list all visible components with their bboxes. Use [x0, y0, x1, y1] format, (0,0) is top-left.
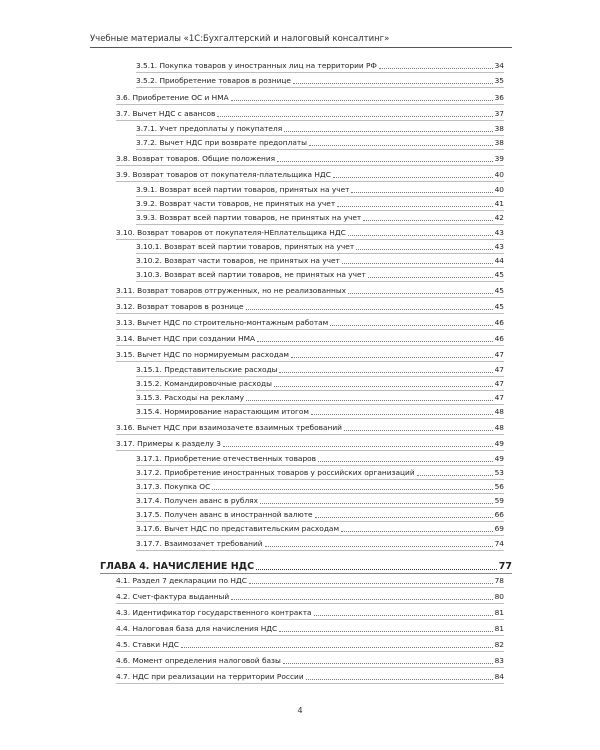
dot-leader	[368, 277, 493, 278]
toc-entry-page: 42	[494, 213, 504, 222]
toc-entry-page: 36	[494, 93, 504, 102]
toc-entry-page: 48	[494, 407, 504, 416]
toc-entry	[136, 62, 504, 73]
toc-entry	[136, 186, 504, 197]
toc-entry-page: 49	[494, 439, 504, 448]
dot-leader	[348, 235, 493, 236]
toc-entry-title: 3.17.1. Приобретение отечественных товаров	[136, 454, 317, 463]
dot-leader	[318, 461, 493, 462]
toc-entry-page: 44	[494, 256, 504, 265]
toc-entry-page: 47	[494, 393, 504, 402]
toc-entry-title: 3.17.5. Получен аванс в иностранной валюте	[136, 510, 313, 519]
toc-entry	[116, 229, 504, 240]
toc-entry	[136, 380, 504, 391]
running-header: Учебные материалы «1С:Бухгалтерский и налоговый консалтинг»	[90, 34, 390, 44]
toc-entry-page: 38	[494, 124, 504, 133]
toc-entry-page: 35	[494, 76, 504, 85]
dot-leader	[311, 414, 493, 415]
toc-entry-title: 4.3. Идентификатор государственного контракта	[116, 608, 312, 617]
toc-entry	[136, 271, 504, 282]
toc-entry-page: 49	[494, 454, 504, 463]
dot-leader	[344, 430, 493, 431]
toc-entry-title: 4.5. Ставки НДС	[116, 640, 179, 649]
dot-leader	[279, 372, 492, 373]
toc-entry-page: 78	[494, 576, 504, 585]
toc-entry-title: 3.17.4. Получен аванс в рублях	[136, 496, 259, 505]
toc-entry-title: 4.6. Момент определения налоговой базы	[116, 656, 281, 665]
dot-leader	[315, 517, 493, 518]
dot-leader	[217, 116, 492, 117]
toc-entry-title: 3.5.1. Покупка товаров у иностранных лиц на территории РФ	[136, 61, 377, 70]
toc-entry-page: 37	[494, 109, 504, 118]
dot-leader	[283, 663, 493, 664]
dot-leader	[293, 83, 493, 84]
toc-entry-page: 81	[494, 624, 504, 633]
toc-entry-title: 3.15.1. Представительские расходы	[136, 365, 278, 374]
toc-entry	[136, 243, 504, 254]
toc-entry-title: 3.10.2. Возврат части товаров, не принятых на учет	[136, 256, 340, 265]
toc-entry	[136, 525, 504, 536]
toc-entry-page: 74	[494, 539, 504, 548]
toc-entry-title: 3.11. Возврат товаров отгруженных, но не реализованных	[116, 286, 347, 295]
toc-entry-title: 4.2. Счет-фактура выданный	[116, 592, 230, 601]
toc-entry-title: 4.1. Раздел 7 декларации по НДС	[116, 576, 247, 585]
dot-leader	[284, 131, 492, 132]
dot-leader	[260, 503, 493, 504]
toc-entry-title: 3.17.3. Покупка ОС	[136, 482, 211, 491]
toc-entry-page: 66	[494, 510, 504, 519]
toc-entry	[116, 625, 504, 636]
dot-leader	[231, 100, 493, 101]
dot-leader	[341, 531, 493, 532]
dot-leader	[342, 263, 493, 264]
toc-entry	[116, 440, 504, 451]
toc-entry	[116, 609, 504, 620]
dot-leader	[246, 400, 493, 401]
dot-leader	[212, 489, 492, 490]
toc-entry-title: 3.14. Вычет НДС при создании НМА	[116, 334, 256, 343]
toc-entry-page: 46	[494, 334, 504, 343]
toc-entry-page: 40	[494, 170, 504, 179]
toc-entry	[136, 77, 504, 88]
toc-entry	[136, 366, 504, 377]
toc-entry-title: 3.9. Возврат товаров от покупателя-плательщика НДС	[116, 170, 331, 179]
toc-entry-page: 77	[498, 561, 512, 572]
toc-entry-title: 4.7. НДС при реализации на территории России	[116, 672, 304, 681]
toc-entry-page: 80	[494, 592, 504, 601]
toc-entry	[116, 673, 504, 684]
toc-entry	[136, 394, 504, 405]
toc-entry	[136, 257, 504, 268]
dot-leader	[231, 599, 492, 600]
toc-entry	[116, 319, 504, 330]
toc-entry	[136, 497, 504, 508]
dot-leader	[348, 293, 493, 294]
toc-entry	[116, 303, 504, 314]
toc-entry	[136, 511, 504, 522]
toc-entry-page: 48	[494, 423, 504, 432]
toc-entry-page: 82	[494, 640, 504, 649]
toc-entry-title: 3.10.1. Возврат всей партии товаров, принятых на учет	[136, 242, 355, 251]
dot-leader	[351, 192, 492, 193]
toc-entry-title: 3.9.3. Возврат всей партии товаров, не принятых на учет	[136, 213, 362, 222]
dot-leader	[223, 446, 493, 447]
toc-entry-title: 3.7.2. Вычет НДС при возврате предоплаты	[136, 138, 308, 147]
toc-entry	[116, 593, 504, 604]
toc-entry-page: 45	[494, 270, 504, 279]
toc-entry-page: 45	[494, 302, 504, 311]
dot-leader	[274, 386, 493, 387]
toc-entry-title: 3.7.1. Учет предоплаты у покупателя	[136, 124, 283, 133]
toc-entry-title: 3.7. Вычет НДС с авансов	[116, 109, 216, 118]
toc-entry-page: 43	[494, 228, 504, 237]
toc-entry-title: 3.10. Возврат товаров от покупателя-НЕплательщика НДС	[116, 228, 346, 237]
toc-entry-page: 43	[494, 242, 504, 251]
toc-entry	[136, 200, 504, 211]
dot-leader	[314, 615, 493, 616]
dot-leader	[256, 569, 497, 570]
toc-entry	[116, 424, 504, 435]
dot-leader	[246, 309, 493, 310]
toc-entry-title: 3.8. Возврат товаров. Общие положения	[116, 154, 276, 163]
dot-leader	[257, 341, 493, 342]
dot-leader	[181, 647, 493, 648]
toc-entry	[136, 469, 504, 480]
toc-entry	[116, 110, 504, 121]
dot-leader	[356, 249, 492, 250]
toc-entry-title: 3.9.2. Возврат части товаров, не принятых на учет	[136, 199, 336, 208]
toc-entry-title: 3.17.6. Вычет НДС по представительским расходам	[136, 524, 340, 533]
dot-leader	[333, 177, 493, 178]
toc-entry	[136, 408, 504, 419]
toc-chapter-entry	[100, 560, 512, 574]
toc-entry	[136, 139, 504, 150]
toc-entry-title: 3.6. Приобретение ОС и НМА	[116, 93, 229, 102]
dot-leader	[249, 583, 493, 584]
toc-entry-title: 3.5.2. Приобретение товаров в рознице	[136, 76, 291, 85]
toc-entry-page: 40	[494, 185, 504, 194]
dot-leader	[330, 325, 492, 326]
toc-entry-title: 3.10.3. Возврат всей партии товаров, не принятых на учет	[136, 270, 366, 279]
dot-leader	[291, 357, 493, 358]
toc-entry-page: 69	[494, 524, 504, 533]
toc-entry-title: 3.15.4. Нормирование нарастающим итогом	[136, 407, 309, 416]
toc-entry-title: 3.17.7. Взаимозачет требований	[136, 539, 263, 548]
toc-entry-page: 59	[494, 496, 504, 505]
toc-entry-page: 84	[494, 672, 504, 681]
toc-entry-page: 53	[494, 468, 504, 477]
toc-entry-page: 81	[494, 608, 504, 617]
toc-entry	[116, 335, 504, 346]
toc-entry-title: 3.17. Примеры к разделу 3	[116, 439, 221, 448]
toc-entry-title: 3.15.3. Расходы на рекламу	[136, 393, 245, 402]
toc-entry	[136, 455, 504, 466]
toc-entry	[116, 171, 504, 182]
toc-entry	[136, 214, 504, 225]
toc-entry	[136, 540, 504, 551]
toc-entry-page: 46	[494, 318, 504, 327]
toc-entry	[116, 287, 504, 298]
toc-entry-title: 4.4. Налоговая база для начисления НДС	[116, 624, 278, 633]
toc-entry	[116, 155, 504, 166]
page-number: 4	[297, 706, 303, 715]
toc-entry-page: 38	[494, 138, 504, 147]
dot-leader	[265, 546, 493, 547]
toc-entry-title: 3.15. Вычет НДС по нормируемым расходам	[116, 350, 289, 359]
toc-entry-title: 3.13. Вычет НДС по строительно-монтажным работам	[116, 318, 329, 327]
toc-entry-page: 47	[494, 350, 504, 359]
toc-entry	[136, 125, 504, 136]
toc-entry-page: 34	[494, 61, 504, 70]
toc-entry-title: ГЛАВА 4. НАЧИСЛЕНИЕ НДС	[100, 562, 255, 572]
toc-entry-page: 45	[494, 286, 504, 295]
toc-entry	[116, 577, 504, 588]
toc-entry-title: 3.9.1. Возврат всей партии товаров, принятых на учет	[136, 185, 350, 194]
dot-leader	[309, 145, 493, 146]
dot-leader	[337, 206, 492, 207]
toc-entry	[116, 351, 504, 362]
toc-entry-title: 3.12. Возврат товаров в рознице	[116, 302, 244, 311]
toc-entry-page: 47	[494, 365, 504, 374]
toc-entry-page: 56	[494, 482, 504, 491]
toc-entry	[116, 641, 504, 652]
dot-leader	[306, 679, 493, 680]
toc-entry-title: 3.16. Вычет НДС при взаимозачете взаимных требований	[116, 423, 342, 432]
toc-entry	[136, 483, 504, 494]
toc-entry	[116, 657, 504, 668]
toc-entry-title: 3.15.2. Командировочные расходы	[136, 379, 272, 388]
dot-leader	[363, 220, 492, 221]
toc-entry-page: 83	[494, 656, 504, 665]
dot-leader	[417, 475, 493, 476]
dot-leader	[277, 161, 492, 162]
toc-entry-page: 41	[494, 199, 504, 208]
toc-entry-title: 3.17.2. Приобретение иностранных товаров у российских организаций	[136, 468, 415, 477]
dot-leader	[379, 68, 493, 69]
toc-entry-page: 39	[494, 154, 504, 163]
dot-leader	[279, 631, 492, 632]
toc-entry	[116, 94, 504, 105]
toc-entry-page: 47	[494, 379, 504, 388]
